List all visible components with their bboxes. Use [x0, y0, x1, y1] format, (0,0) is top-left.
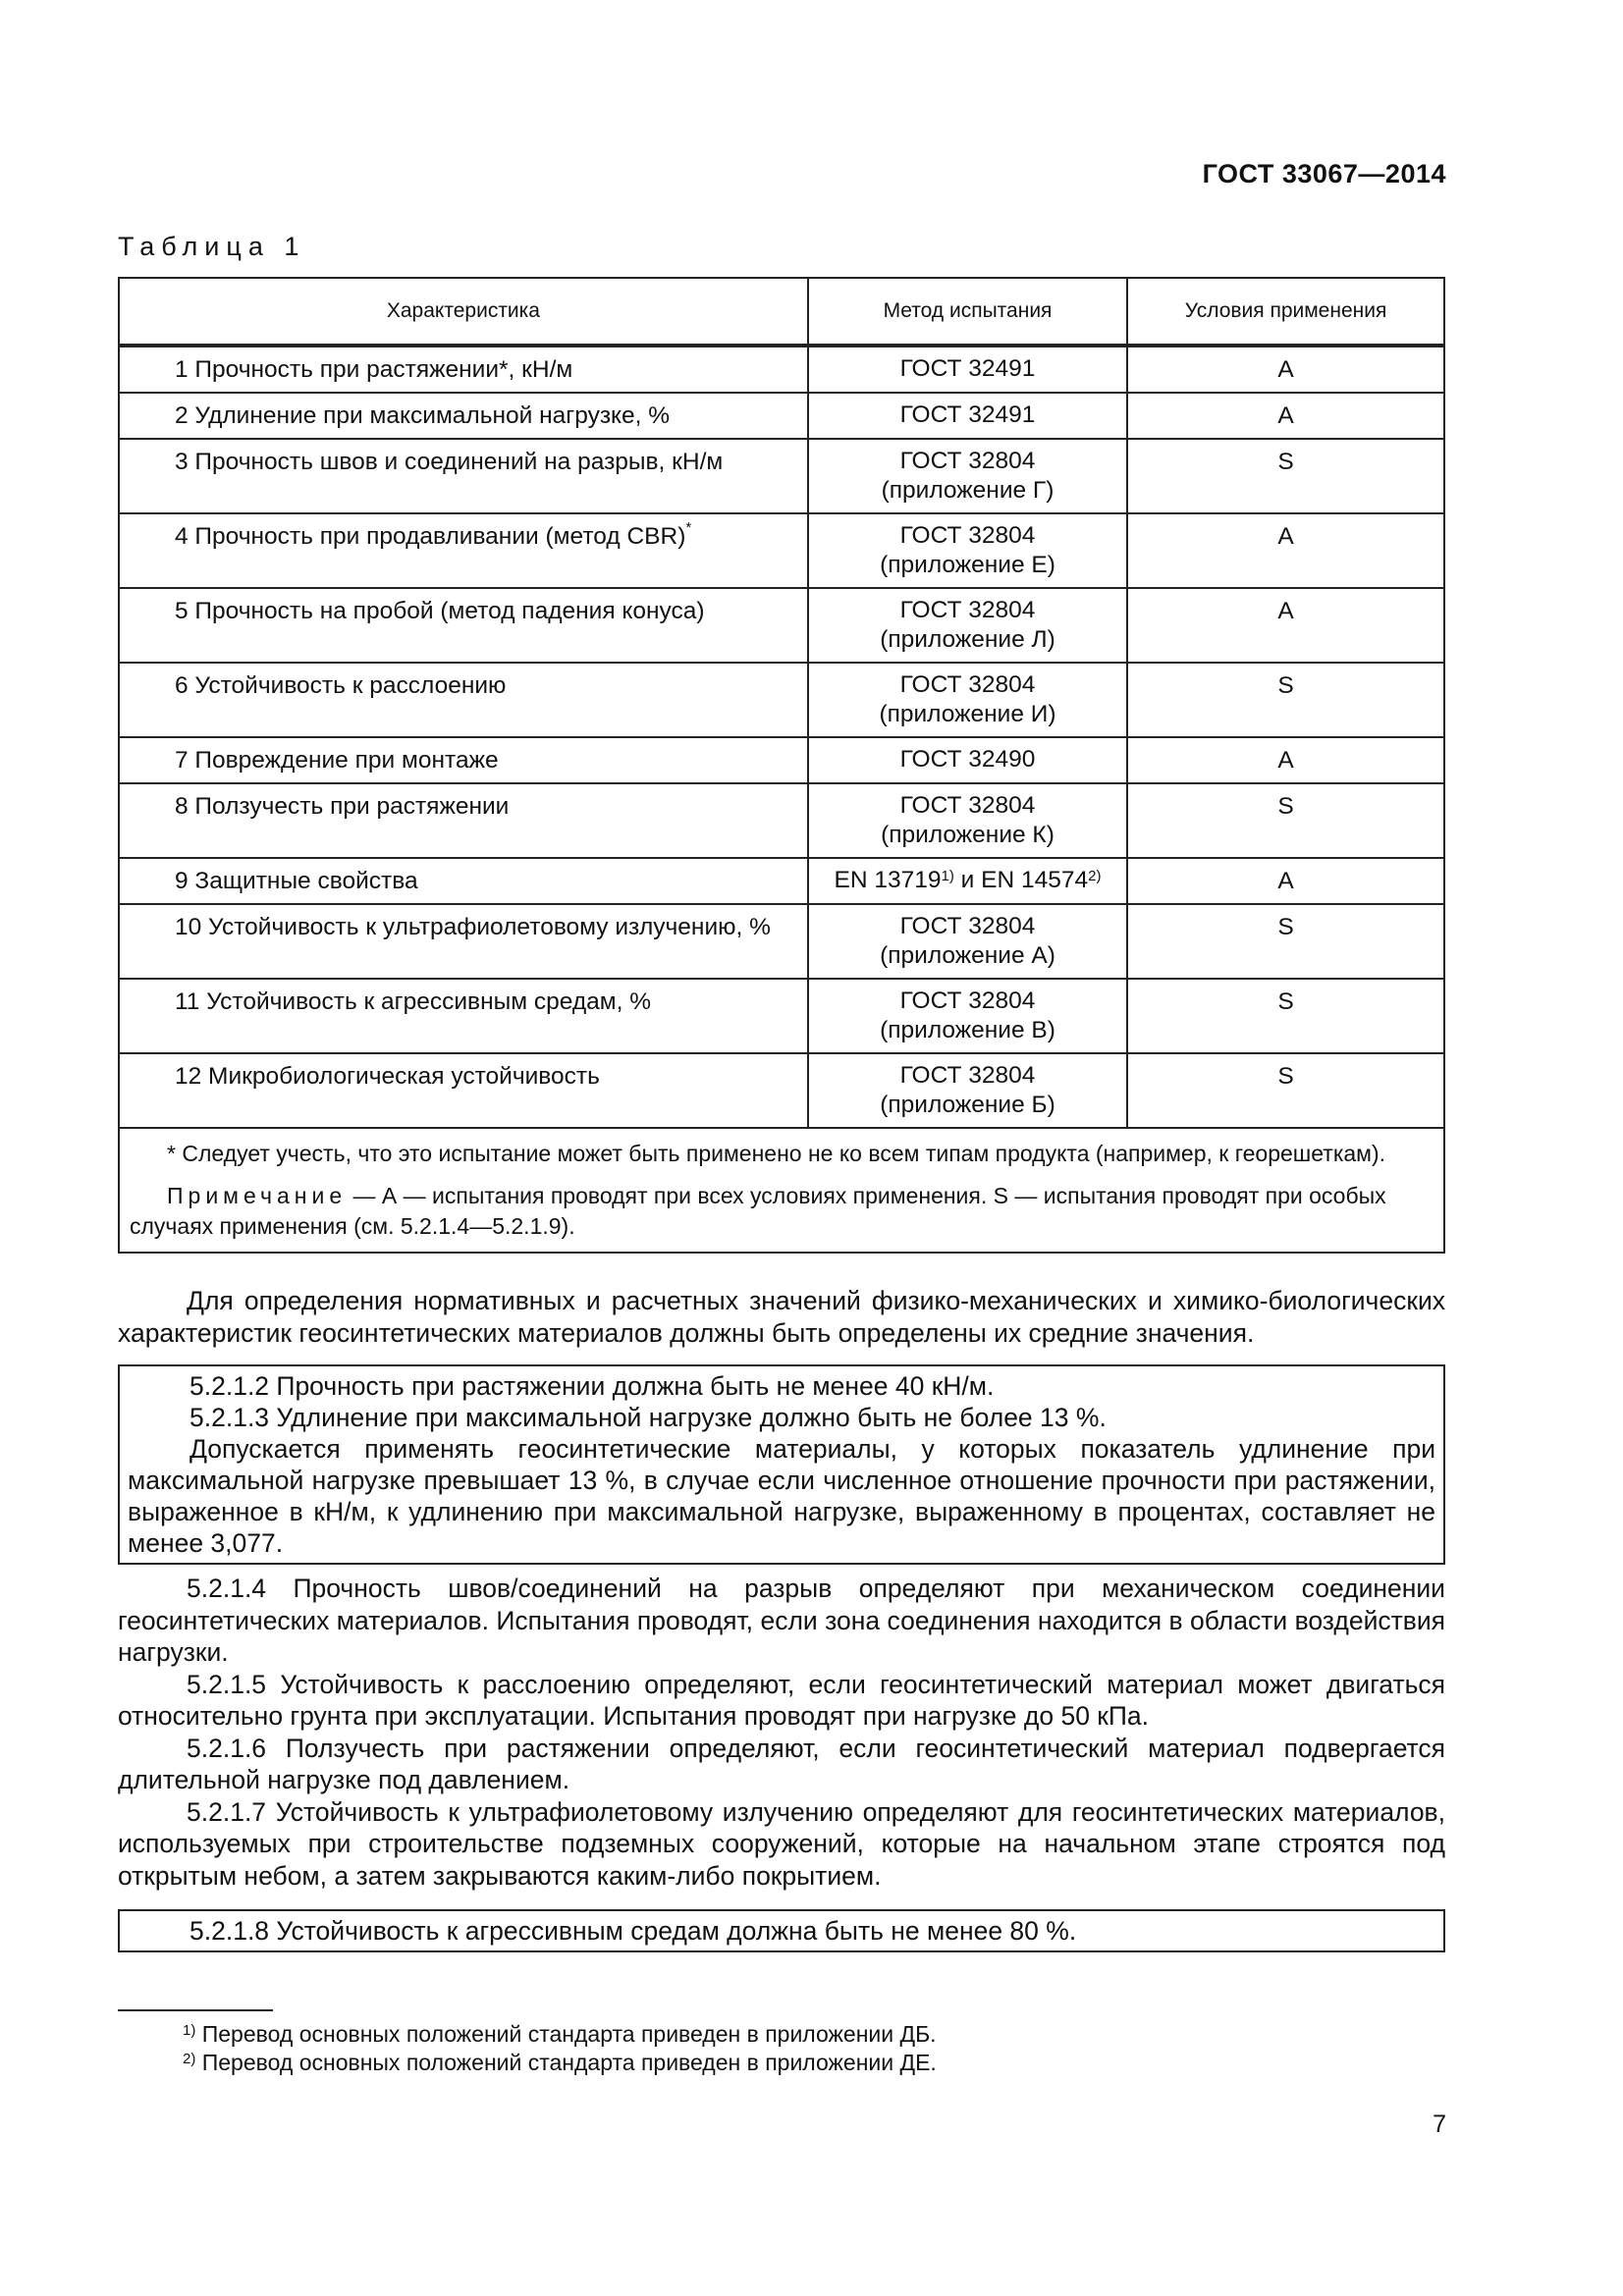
- cell-condition: S: [1127, 663, 1444, 737]
- cell-method: ГОСТ 32490: [808, 737, 1127, 783]
- cell-characteristic: 9 Защитные свойства: [119, 858, 808, 904]
- table-row: [119, 663, 1444, 737]
- cell-characteristic: 1 Прочность при растяжении*, кН/м: [119, 346, 808, 393]
- table-row: [119, 346, 1444, 393]
- page-number: 7: [1433, 2110, 1446, 2138]
- boxed-requirements-2: [118, 1909, 1445, 1952]
- clauses-section: [118, 1573, 1445, 1892]
- cell-characteristic: 2 Удлинение при максимальной нагрузке, %: [119, 393, 808, 439]
- clause-permission: Допускается применять геосинтетические материалы, у которых показатель удлинение при максимальной нагрузке превышает 13 %, в случае если численное отношение прочности при растяжении, выраженное в кН/м, к удлинению при максимальной нагрузке, выраженному в процентах, составляет не менее 3,077.: [128, 1434, 1435, 1558]
- cell-method: ГОСТ 32804 (приложение В): [808, 979, 1127, 1053]
- cell-characteristic: 5 Прочность на пробой (метод падения конуса): [119, 588, 808, 663]
- table-row: [119, 904, 1444, 979]
- cell-condition: A: [1127, 737, 1444, 783]
- column-header-test-method: Метод испытания: [808, 278, 1127, 346]
- boxed-requirements-1: [118, 1364, 1445, 1565]
- cell-condition: A: [1127, 588, 1444, 663]
- cell-method: ГОСТ 32804 (приложение И): [808, 663, 1127, 737]
- cell-method: ГОСТ 32804 (приложение Л): [808, 588, 1127, 663]
- cell-method: ГОСТ 32804 (приложение Г): [808, 439, 1127, 513]
- table-note: Примечание — А — испытания проводят при всех условиях применения. S — испытания проводят при особых случаях применения (см. 5.2.1.4—5.2.1.9).: [130, 1183, 1386, 1239]
- column-header-conditions: Условия применения: [1127, 278, 1444, 346]
- table-caption: Таблица 1: [118, 232, 306, 261]
- note-label: Примечание: [167, 1183, 348, 1208]
- cell-characteristic: 4 Прочность при продавливании (метод CBR)*: [119, 513, 808, 588]
- page-footnotes: [183, 2020, 937, 2077]
- cell-method: EN 13719$^{1)}$ и EN 14574$^{2)}$: [808, 858, 1127, 904]
- cell-condition: S: [1127, 904, 1444, 979]
- table-row: [119, 737, 1444, 783]
- intro-paragraph: Для определения нормативных и расчетных значений физико-механических и химико-биологических характеристик геосинтетических материалов должны быть определены их средние значения.: [118, 1286, 1445, 1348]
- table-header-row: [119, 278, 1444, 346]
- table-row: [119, 979, 1444, 1053]
- cell-condition: S: [1127, 979, 1444, 1053]
- clause-5-2-1-7: 5.2.1.7 Устойчивость к ультрафиолетовому излучению определяют для геосинтетических материалов, используемых при строительстве подземных сооружений, которые на начальном этапе строятся под открытым небом, а затем закрываются каким-либо покрытием.: [118, 1796, 1445, 1891]
- cell-condition: A: [1127, 393, 1444, 439]
- cell-condition: S: [1127, 783, 1444, 858]
- clause-5-2-1-4: 5.2.1.4 Прочность швов/соединений на разрыв определяют при механическом соединении геосинтетических материалов. Испытания проводят, если зона соединения находится в области воздействия нагрузки.: [118, 1574, 1445, 1667]
- clause-5-2-1-5: 5.2.1.5 Устойчивость к расслоению определяют, если геосинтетический материал может двигаться относительно грунта при эксплуатации. Испытания проводят при нагрузке до 50 кПа.: [118, 1669, 1445, 1731]
- footnote-1: $^{1)}$ Перевод основных положений стандарта приведен в приложении ДБ.: [183, 2021, 937, 2047]
- clause-5-2-1-3: 5.2.1.3 Удлинение при максимальной нагрузке должно быть не более 13 %.: [189, 1403, 1107, 1432]
- cell-condition: S: [1127, 1053, 1444, 1128]
- clause-5-2-1-6: 5.2.1.6 Ползучесть при растяжении определяют, если геосинтетический материал подвергается длительной нагрузке под давлением.: [118, 1733, 1445, 1794]
- cell-condition: A: [1127, 513, 1444, 588]
- cell-characteristic: 11 Устойчивость к агрессивным средам, %: [119, 979, 808, 1053]
- cell-method: ГОСТ 32804 (приложение А): [808, 904, 1127, 979]
- cell-method: ГОСТ 32804 (приложение Б): [808, 1053, 1127, 1128]
- table-row: [119, 858, 1444, 904]
- table-row: [119, 439, 1444, 513]
- cell-condition: S: [1127, 439, 1444, 513]
- table-row: [119, 1053, 1444, 1128]
- cell-characteristic: 12 Микробиологическая устойчивость: [119, 1053, 808, 1128]
- table-row: [119, 393, 1444, 439]
- cell-characteristic: 7 Повреждение при монтаже: [119, 737, 808, 783]
- clause-5-2-1-2: 5.2.1.2 Прочность при растяжении должна быть не менее 40 кН/м.: [189, 1371, 995, 1401]
- characteristics-table: [118, 277, 1445, 1254]
- asterisk-superscript: *: [685, 519, 692, 536]
- cell-characteristic: 3 Прочность швов и соединений на разрыв, кН/м: [119, 439, 808, 513]
- table-row: [119, 513, 1444, 588]
- document-code-header: ГОСТ 33067—2014: [1202, 159, 1446, 188]
- cell-method: ГОСТ 32491: [808, 346, 1127, 393]
- footnote-divider: [118, 2009, 273, 2011]
- cell-method: ГОСТ 32804 (приложение Е): [808, 513, 1127, 588]
- table-footnote: * Следует учесть, что это испытание может быть применено не ко всем типам продукта (например, к георешеткам).: [167, 1141, 1386, 1166]
- cell-characteristic: 6 Устойчивость к расслоению: [119, 663, 808, 737]
- clause-5-2-1-8: 5.2.1.8 Устойчивость к агрессивным средам должна быть не менее 80 %.: [189, 1916, 1077, 1946]
- cell-condition: A: [1127, 858, 1444, 904]
- cell-method: ГОСТ 32491: [808, 393, 1127, 439]
- table-row: [119, 588, 1444, 663]
- column-header-characteristic: Характеристика: [119, 278, 808, 346]
- table-footnote-cell: [119, 1128, 1444, 1253]
- cell-characteristic: 8 Ползучесть при растяжении: [119, 783, 808, 858]
- cell-method: ГОСТ 32804 (приложение К): [808, 783, 1127, 858]
- table-row: [119, 783, 1444, 858]
- cell-condition: A: [1127, 346, 1444, 393]
- table-footnote-row: [119, 1128, 1444, 1253]
- cell-characteristic: 10 Устойчивость к ультрафиолетовому излучению, %: [119, 904, 808, 979]
- footnote-2: $^{2)}$ Перевод основных положений стандарта приведен в приложении ДЕ.: [183, 2050, 937, 2075]
